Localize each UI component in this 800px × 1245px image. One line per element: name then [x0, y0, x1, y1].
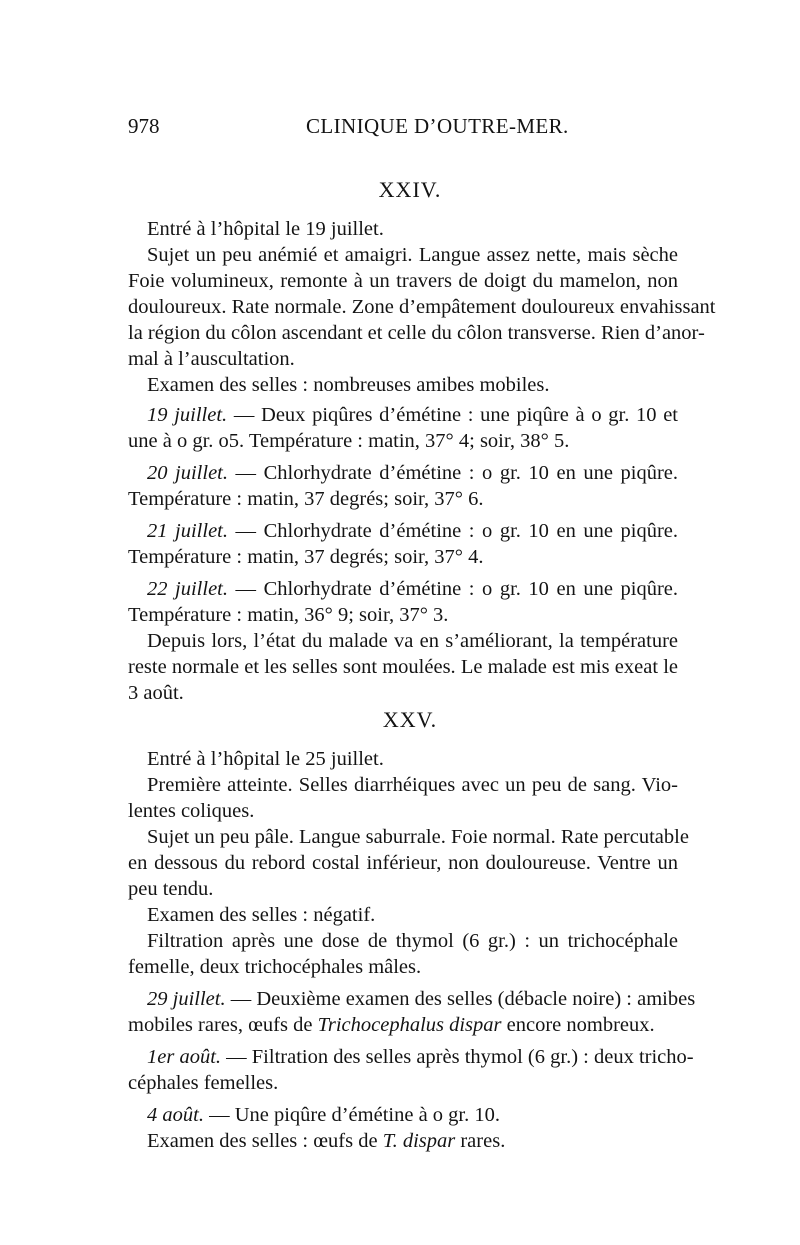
paragraph-line: Foie volumineux, remonte à un travers de doigt du mamelon, non: [128, 270, 678, 292]
paragraph-line: douloureux. Rate normale. Zone d’empâtement douloureux envahissant: [128, 296, 716, 318]
paragraph-line: en dessous du rebord costal inférieur, non douloureuse. Ventre un: [128, 852, 678, 874]
paragraph-line: Entré à l’hôpital le 25 juillet.: [147, 748, 384, 770]
paragraph-line: céphales femelles.: [128, 1072, 279, 1094]
paragraph-line: Première atteinte. Selles diarrhéiques avec un peu de sang. Vio-: [147, 774, 678, 796]
running-head: CLINIQUE D’OUTRE-MER.: [306, 114, 569, 138]
paragraph-line: 3 août.: [128, 682, 184, 704]
paragraph-line: mal à l’auscultation.: [128, 348, 295, 370]
paragraph-line: Sujet un peu anémié et amaigri. Langue assez nette, mais sèche: [147, 244, 678, 266]
paragraph-line: Température : matin, 37 degrés; soir, 37° 6.: [128, 488, 484, 510]
paragraph-line: la région du côlon ascendant et celle du côlon transverse. Rien d’anor-: [128, 322, 705, 344]
species-name: T. dispar: [382, 1130, 456, 1152]
paragraph-line: Sujet un peu pâle. Langue saburrale. Foie normal. Rate percutable: [147, 826, 689, 848]
species-name: Trichocephalus dispar: [317, 1014, 502, 1036]
paragraph-line: une à o gr. o5. Température : matin, 37° 4; soir, 38° 5.: [128, 430, 570, 452]
journal-entry-continuation: [128, 1012, 678, 1038]
entry-text: mobiles rares, œufs de: [128, 1014, 318, 1036]
entry-date: 20 juillet.: [147, 462, 228, 484]
journal-entry: [147, 460, 678, 486]
paragraph-line: femelle, deux trichocéphales mâles.: [128, 956, 422, 978]
case-title-xxv: XXV.: [382, 707, 438, 732]
entry-text: — Une piqûre d’émétine à o gr. 10.: [203, 1104, 500, 1126]
journal-entry: [147, 518, 678, 544]
paragraph-line: Température : matin, 37 degrés; soir, 37° 4.: [128, 546, 484, 568]
entry-date: 21 juillet.: [147, 520, 228, 542]
paragraph-line: Examen des selles : nombreuses amibes mobiles.: [147, 374, 550, 396]
paragraph-line: Entré à l’hôpital le 19 juillet.: [147, 218, 384, 240]
journal-entry-continuation: [147, 1128, 678, 1154]
page-header: [128, 114, 678, 142]
page-number: 978: [128, 114, 160, 138]
journal-entry: [147, 402, 678, 428]
paragraph-line: Examen des selles : négatif.: [147, 904, 376, 926]
entry-date: 1er août.: [147, 1046, 222, 1068]
entry-date: 22 juillet.: [147, 578, 228, 600]
entry-text: — Filtration des selles après thymol (6 gr.) : deux tricho-: [221, 1046, 694, 1068]
entry-text: — Chlorhydrate d’émétine : o gr. 10 en une piqûre.: [228, 578, 678, 600]
journal-entry: [147, 576, 678, 602]
paragraph-line: reste normale et les selles sont moulées. Le malade est mis exeat le: [128, 656, 678, 678]
paragraph-line: Depuis lors, l’état du malade va en s’améliorant, la température: [147, 630, 678, 652]
journal-entry: [147, 1044, 694, 1070]
journal-entry: [147, 986, 696, 1012]
entry-text: encore nombreux.: [501, 1014, 655, 1036]
journal-entry: [147, 1102, 678, 1128]
entry-text: — Deuxième examen des selles (débacle noire) : amibes: [225, 988, 696, 1010]
entry-text: rares.: [455, 1130, 506, 1152]
entry-date: 4 août.: [147, 1104, 204, 1126]
paragraph-line: peu tendu.: [128, 878, 214, 900]
entry-text: Examen des selles : œufs de: [147, 1130, 383, 1152]
entry-text: — Chlorhydrate d’émétine : o gr. 10 en une piqûre.: [228, 520, 678, 542]
entry-text: — Deux piqûres d’émétine : une piqûre à o gr. 10 et: [227, 404, 678, 426]
paragraph-line: Température : matin, 36° 9; soir, 37° 3.: [128, 604, 449, 626]
entry-date: 29 juillet.: [147, 988, 226, 1010]
entry-date: 19 juillet.: [147, 404, 228, 426]
paragraph-line: Filtration après une dose de thymol (6 gr.) : un trichocéphale: [147, 930, 678, 952]
case-title-xxiv: XXIV.: [378, 177, 442, 202]
paragraph-line: lentes coliques.: [128, 800, 255, 822]
entry-text: — Chlorhydrate d’émétine : o gr. 10 en une piqûre.: [228, 462, 678, 484]
